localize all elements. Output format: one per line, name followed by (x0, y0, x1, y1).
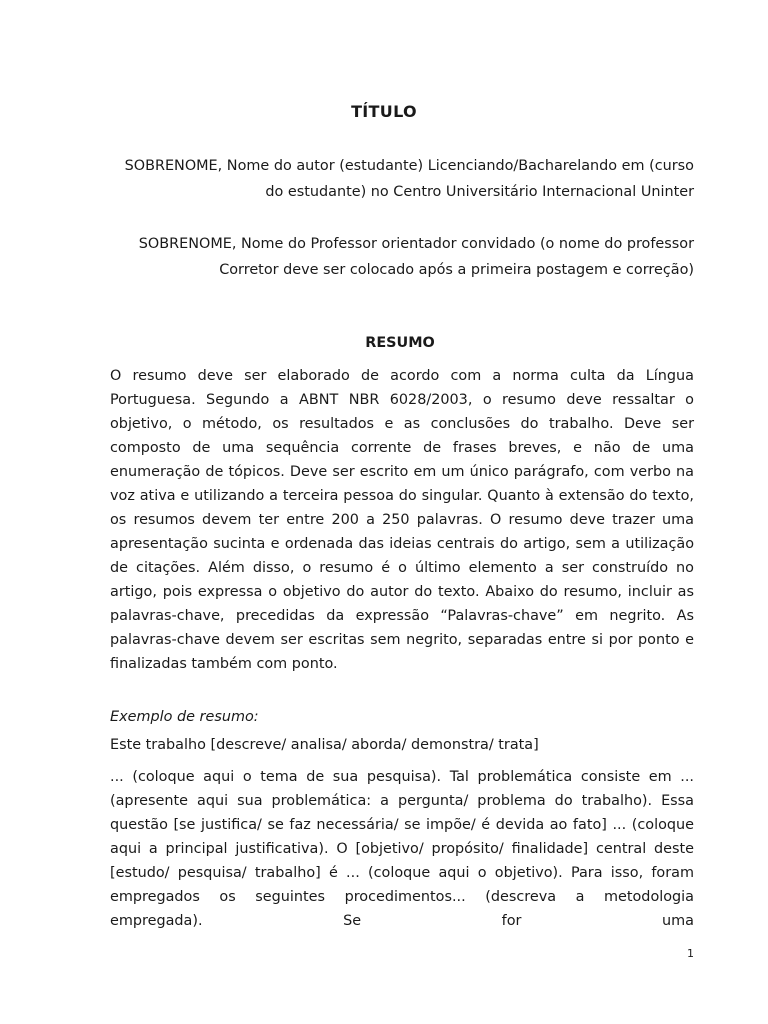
example-paragraph: ... (coloque aqui o tema de sua pesquisa). Tal problemática consiste em ... (apresente aqui sua problemática: a pergunta/ problema do trabalho). Essa questão [se justifica/ se faz necessária/ se impõe/ é devida ao fato] ... (coloque aqui a principal justificativa). O [objetivo/ propósito/ finalidade] central deste [estudo/ pesquisa/ trabalho] é ... (coloque aqui o objetivo). Para isso, foram empregados os seguintes procedimentos... (descreva a metodologia empregada). Se for uma (110, 769, 694, 929)
document-title: TÍTULO (351, 102, 417, 121)
author-line: SOBRENOME, Nome do autor (estudante) Licenciando/Bacharelando em (curso do estudante) no Centro Universitário Internacional Uninter (124, 158, 694, 200)
example-label: Exemplo de resumo: (110, 709, 259, 725)
abstract-paragraph: O resumo deve ser elaborado de acordo com a norma culta da Língua Portuguesa. Segundo a ABNT NBR 6028/2003, o resumo deve ressaltar o objetivo, o método, os resultados e as conclusões do trabalho. Deve ser composto de uma sequência corrente de frases breves, e não de uma enumeração de tópicos. Deve ser escrito em um único parágrafo, com verbo na voz ativa e utilizando a terceira pessoa do singular. Quanto à extensão do texto, os resumos devem ter entre 200 a 250 palavras. O resumo deve trazer uma apresentação sucinta e ordenada das ideias centrais do artigo, sem a utilização de citações. Além disso, o resumo é o último elemento a ser construído no artigo, pois expressa o objetivo do autor do texto. Abaixo do resumo, incluir as palavras-chave, precedidas da expressão “Palavras-chave” em negrito. As palavras-chave devem ser escritas sem negrito, separadas entre si por ponto e finalizadas também com ponto. (110, 368, 694, 672)
example-intro: Este trabalho [descreve/ analisa/ aborda/ demonstra/ trata] (110, 737, 539, 753)
page-number: 1 (687, 947, 694, 960)
abstract-heading: RESUMO (365, 335, 435, 351)
advisor-line: SOBRENOME, Nome do Professor orientador convidado (o nome do professor Corretor deve ser colocado após a primeira postagem e correção) (138, 236, 694, 278)
